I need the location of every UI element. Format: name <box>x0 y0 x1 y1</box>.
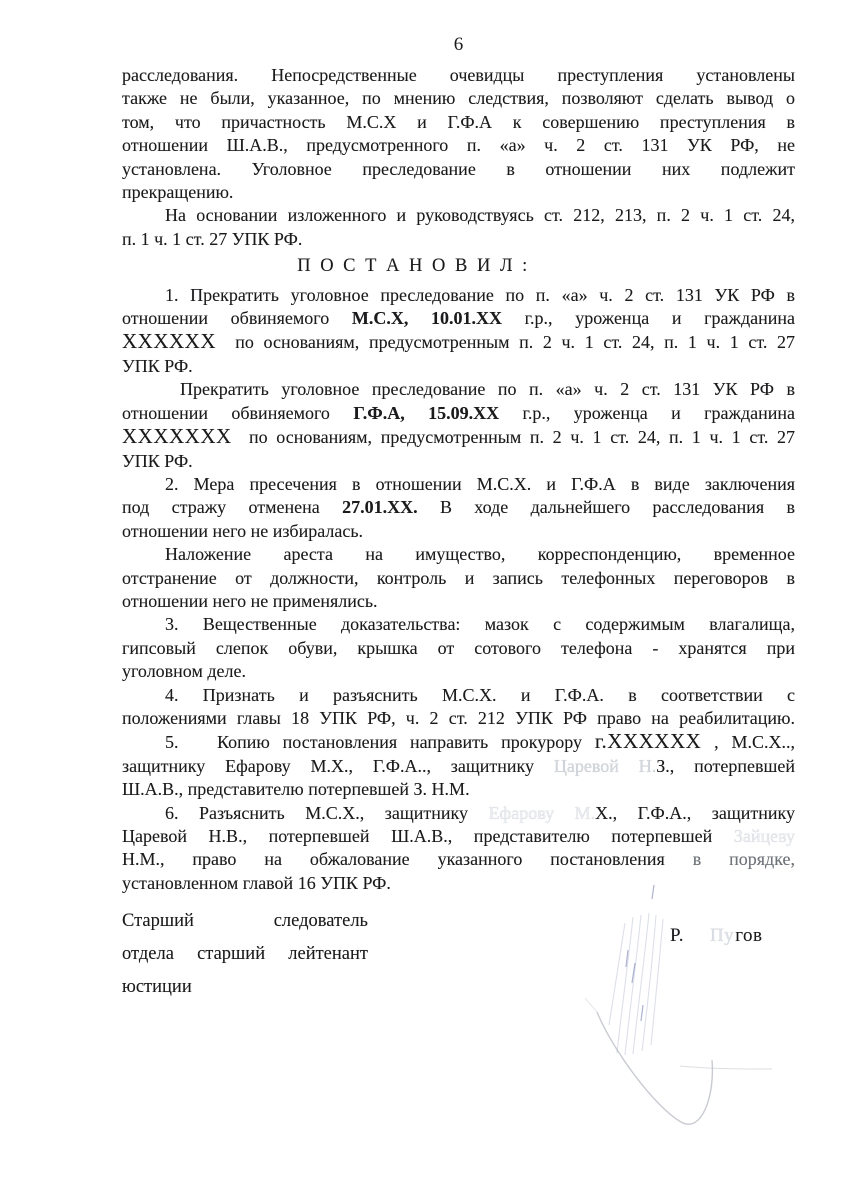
text-line: 6. Разъяснить М.С.Х., защитнику Ефарову М.Х., Г.Ф.А., защитнику <box>165 802 796 823</box>
paragraph <box>122 64 795 204</box>
text-line: Прекратить уголовное преследование по п. «а» ч. 2 ст. 131 УК РФ в <box>180 379 795 400</box>
paragraph <box>122 543 795 613</box>
text-line: положениями главы 18 УПК РФ, ч. 2 ст. 212 УПК РФ право на реабилитацию. <box>122 707 795 728</box>
paragraph <box>122 613 795 683</box>
text-line: отношении Ш.А.В., предусмотренного п. «а» ч. 2 ст. 131 УК РФ, не <box>122 135 795 156</box>
text-line: УПК РФ. <box>122 450 193 471</box>
paragraph <box>122 284 795 379</box>
text-line: защитнику Ефарову М.Х., Г.Ф.А.., защитнику Царевой Н.З., потерпевшей <box>122 755 796 776</box>
text-line: 2. Мера пресечения в отношении М.С.Х. и Г.Ф.А в виде заключения <box>165 473 795 494</box>
text-line: ХХХХХХХ по основаниям, предусмотренным п. 2 ч. 1 ст. 24, п. 1 ч. 1 ст. 27 <box>122 424 795 449</box>
signatory-title-line: Старший следователь <box>122 911 368 931</box>
text-line: п. 1 ч. 1 ст. 27 УПК РФ. <box>122 228 303 249</box>
page-number: 6 <box>453 34 464 55</box>
text-line: 1. Прекратить уголовное преследование по п. «а» ч. 2 ст. 131 УК РФ в <box>165 284 795 305</box>
text-line: расследования. Непосредственные очевидцы преступления установлены <box>122 65 795 85</box>
resolution-heading <box>122 255 705 278</box>
text-line: отношении него не применялись. <box>122 590 378 611</box>
signatory-title-line: юстиции <box>122 977 192 997</box>
text-line: отношении обвиняемого Г.Ф.А, 15.09.ХХ г.р., уроженца и гражданина <box>122 402 795 423</box>
signatory-title-line: отдела старший лейтенант <box>122 944 368 964</box>
text-line: УПК РФ. <box>122 355 193 376</box>
text-line: На основании изложенного и руководствуясь ст. 212, 213, п. 2 ч. 1 ст. 24, <box>165 205 795 226</box>
text-line: Ш.А.В., представителю потерпевшей З. Н.М. <box>122 779 470 800</box>
text-line: том, что причастность М.С.Х и Г.Ф.А к совершению преступления в <box>122 111 795 132</box>
text-line: уголовном деле. <box>122 661 246 682</box>
signatory-initial: Р. <box>670 925 684 946</box>
text-line: Царевой Н.В., потерпевшей Ш.А.В., представителю потерпевшей Зайцеву <box>122 826 795 846</box>
text-line: отстранение от должности, контроль и запись телефонных переговоров в <box>122 567 795 588</box>
paragraph <box>122 473 795 543</box>
paragraph <box>122 730 795 801</box>
text-line: ХХХХХХ по основаниям, предусмотренным п. 2 ч. 1 ст. 24, п. 1 ч. 1 ст. 27 <box>122 329 795 354</box>
text-line: 4. Признать и разъяснить М.С.Х. и Г.Ф.А. в соответствии с <box>165 684 795 705</box>
paragraph <box>122 378 795 473</box>
signatory-surname: гов <box>735 925 763 946</box>
text-line: установленном главой 16 УПК РФ. <box>122 872 391 893</box>
document-body <box>122 64 795 895</box>
text-line: Наложение ареста на имущество, корреспонденцию, временное <box>165 544 795 565</box>
text-line: гипсовый слепок обуви, крышка от сотового телефона - хранятся при <box>122 637 795 658</box>
text-line: прекращению. <box>122 182 234 203</box>
signatory-name-faded: Пу <box>709 925 735 946</box>
text-line: также не были, указанное, по мнению следствия, позволяют сделать вывод о <box>122 88 795 109</box>
text-line: под стражу отменена 27.01.ХХ. В ходе дальнейшего расследования в <box>122 497 796 518</box>
text-line: 5. Копию постановления направить прокурору г.ХХХХХХ , М.С.Х.., <box>165 729 795 754</box>
paragraph <box>122 204 795 251</box>
handwritten-signature-stroke <box>555 855 815 1200</box>
text-line: установлена. Уголовное преследование в отношении них подлежит <box>122 158 795 179</box>
text-line: 3. Вещественные доказательства: мазок с содержимым влагалища, <box>165 614 795 635</box>
signatory-title <box>122 905 368 1004</box>
text-line: П О С Т А Н О В И Л : <box>297 256 530 277</box>
text-line: отношении него не избиралась. <box>122 520 364 541</box>
text-line: Н.М., право на обжалование указанного постановления в порядке, <box>122 849 795 870</box>
paragraph <box>122 684 795 731</box>
text-line: отношении обвиняемого М.С.Х, 10.01.ХХ г.р., уроженца и гражданина <box>122 308 795 329</box>
